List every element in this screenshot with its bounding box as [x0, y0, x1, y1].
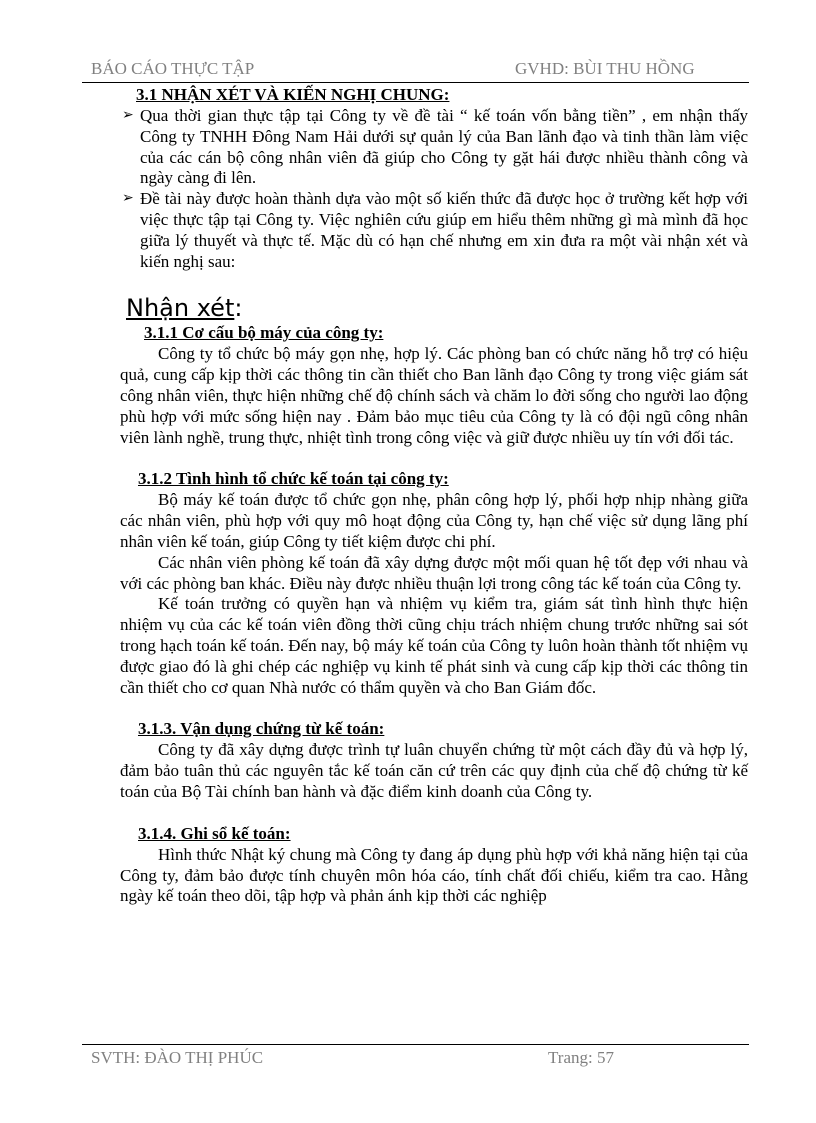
footer-divider [82, 1044, 749, 1045]
footer-page-number: Trang: 57 [548, 1048, 614, 1067]
paragraph: Kế toán trưởng có quyền hạn và nhiệm vụ kiểm tra, giám sát tình hình thực hiện nhiệm vụ của các kế toán viên đồng thời cũng chịu trách nhiệm chung trước những sai sót trong hạch toán kế toán. Đến nay, bộ máy kế toán của Công ty luôn hoàn thành tốt nhiệm vụ được giao đó là ghi chép các nghiệp vụ kinh tế phát sinh và cung cấp kịp thời các thông tin cần thiết cho cơ quan Nhà nước có thẩm quyền và cho Ban Giám đốc. [120, 594, 748, 697]
intro-bullet-1 [120, 106, 748, 189]
section-title: 3.1 NHẬN XÉT VÀ KIẾN NGHỊ CHUNG: [136, 85, 450, 104]
nhan-xet-title: Nhận xét [126, 294, 235, 323]
intro-bullet-2 [120, 189, 748, 272]
arrow-bullet-icon: ➢ [122, 191, 134, 207]
intro-bullet-text: Đề tài này được hoàn thành dựa vào một số kiến thức đã được học ở trường kết hợp với việc thực tập tại Công ty. Việc nghiên cứu giúp em hiểu thêm những gì mà mình đã học giữa lý thuyết và thực tế. Mặc dù có hạn chế nhưng em xin đưa ra một vài nhận xét và kiến nghị sau: [140, 189, 748, 271]
header-report-title: BÁO CÁO THỰC TẬP [91, 59, 255, 78]
heading-3-1-3: 3.1.3. Vận dụng chứng từ kế toán: [138, 719, 385, 739]
arrow-bullet-icon: ➢ [122, 108, 134, 123]
paragraph: Bộ máy kế toán được tổ chức gọn nhẹ, phân công hợp lý, phối hợp nhịp nhàng giữa các nhân viên, phù hợp với quy mô hoạt động của Công ty, hạn chế việc sử dụng lãng phí nhân viên kế toán, giúp Công ty tiết kiệm được chi phí. [120, 490, 748, 551]
page-body [120, 84, 748, 907]
paragraph: Hình thức Nhật ký chung mà Công ty đang áp dụng phù hợp với khả năng hiện tại của Công ty, đảm bảo được tính chuyên môn hóa cáo, tính chất đối chiếu, kiểm tra cao. Hằng ngày kế toán theo dõi, tập hợp và phản ánh kịp thời các nghiệp [120, 844, 748, 906]
header-advisor: GVHD: BÙI THU HỒNG [515, 59, 695, 78]
paragraph: Công ty đã xây dựng được trình tự luân chuyển chứng từ một cách đầy đủ và hợp lý, đảm bảo tuân thủ các nguyên tắc kế toán căn cứ trên các quy định của chế độ chứng từ kế toán của Bộ Tài chính ban hành và đặc điểm kinh doanh của Công ty. [120, 740, 748, 801]
heading-3-1-4: 3.1.4. Ghi sổ kế toán: [138, 823, 291, 843]
nhan-xet-colon: : [234, 294, 243, 323]
heading-3-1-2: 3.1.2 Tình hình tổ chức kế toán tại công ty: [138, 469, 449, 489]
nhan-xet-heading [126, 294, 748, 322]
intro-bullet-list [120, 106, 748, 272]
paragraph: Công ty tổ chức bộ máy gọn nhẹ, hợp lý. Các phòng ban có chức năng hỗ trợ có hiệu quả, cung cấp kịp thời các thông tin cần thiết cho Ban lãnh đạo Công ty trong việc giám sát công nhân viên, thực hiện những chế độ chính sách và chăm lo đời sống cho người lao động phù hợp với mức sống hiện nay . Đảm bảo mục tiêu của Công ty là có đội ngũ công nhân viên lành nghề, trung thực, nhiệt tình trong công việc và giữ được nhiều uy tín với đối tác. [120, 344, 748, 447]
intro-bullet-text: Qua thời gian thực tập tại Công ty về đề tài “ kế toán vốn bằng tiền” , em nhận thấy Công ty TNHH Đông Nam Hải dưới sự quản lý của Ban lãnh đạo và tinh thần làm việc của các cán bộ công nhân viên đã giúp cho Công ty gặt hái được nhiều thành công và ngày càng đi lên. [140, 106, 748, 188]
footer-student: SVTH: ĐÀO THỊ PHÚC [91, 1048, 264, 1067]
paragraph: Các nhân viên phòng kế toán đã xây dựng được một mối quan hệ tốt đẹp với nhau và với các phòng ban khác. Điều này được nhiều thuận lợi trong công tác kế toán của Công ty. [120, 552, 748, 593]
header-divider [82, 82, 749, 83]
heading-3-1-1: 3.1.1 Cơ cấu bộ máy của công ty: [144, 323, 384, 343]
